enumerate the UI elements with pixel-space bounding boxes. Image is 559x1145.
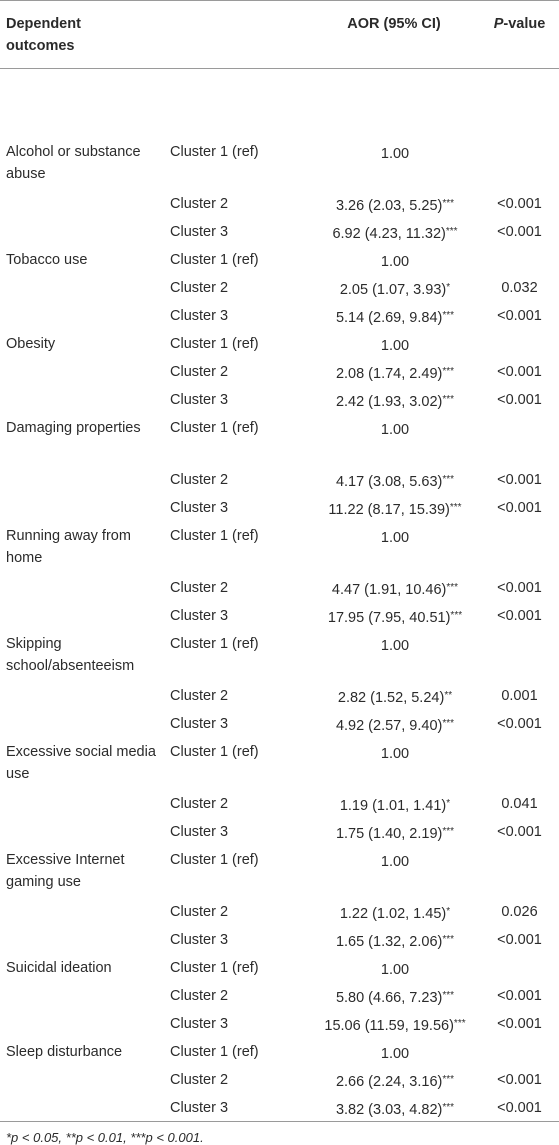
table-row — [0, 301, 559, 329]
significance-stars: *** — [442, 473, 455, 485]
table-row — [0, 681, 559, 709]
aor-cell — [290, 681, 480, 709]
table-row — [0, 1037, 559, 1065]
cluster-cell: Cluster 1 (ref) — [170, 251, 259, 268]
aor-cell — [290, 981, 480, 1009]
p-value-cell — [480, 953, 559, 981]
significance-stars: * — [446, 797, 451, 809]
significance-stars: *** — [442, 989, 455, 1001]
header-p-rest: -value — [503, 16, 546, 32]
outcome-cell: Damaging properties — [6, 419, 141, 436]
outcome-cell — [0, 189, 166, 217]
aor-value: 11.22 (8.17, 15.39) — [328, 501, 450, 518]
aor-cell — [290, 465, 480, 493]
p-value-cell: <0.001 — [497, 363, 542, 380]
aor-value: 1.22 (1.02, 1.45) — [339, 905, 447, 922]
table-row — [0, 629, 559, 681]
p-value-cell: <0.001 — [497, 1015, 542, 1032]
significance-stars: *** — [442, 825, 455, 837]
cluster-cell: Cluster 2 — [170, 687, 229, 704]
cluster-cell: Cluster 3 — [170, 823, 229, 840]
aor-value: 1.19 (1.01, 1.41) — [339, 797, 447, 814]
table-row — [0, 981, 559, 1009]
outcome-cell — [0, 1009, 166, 1037]
significance-stars: *** — [442, 933, 455, 945]
significance-stars: *** — [442, 197, 455, 209]
aor-value: 2.42 (1.93, 3.02) — [335, 393, 443, 410]
p-value-cell: <0.001 — [497, 715, 542, 732]
outcome-cell: Tobacco use — [6, 251, 88, 268]
p-value-cell — [480, 329, 559, 357]
table-row — [0, 817, 559, 845]
aor-cell — [290, 845, 480, 897]
aor-cell — [290, 413, 480, 465]
aor-value: 1.00 — [380, 637, 410, 654]
p-value-cell — [480, 521, 559, 573]
outcome-cell — [0, 301, 166, 329]
cluster-cell: Cluster 2 — [170, 279, 229, 296]
table-row — [0, 1093, 559, 1121]
cluster-cell: Cluster 3 — [170, 715, 229, 732]
p-value-cell: <0.001 — [497, 987, 542, 1004]
table-row — [0, 897, 559, 925]
table-header — [0, 1, 559, 137]
cluster-cell: Cluster 1 (ref) — [170, 635, 259, 652]
outcome-cell: Suicidal ideation — [6, 959, 112, 976]
table-row — [0, 329, 559, 357]
table-row — [0, 521, 559, 573]
aor-value: 4.17 (3.08, 5.63) — [335, 473, 443, 490]
aor-value: 15.06 (11.59, 19.56) — [324, 1017, 454, 1034]
aor-value: 5.14 (2.69, 9.84) — [335, 309, 443, 326]
aor-cell — [290, 493, 480, 521]
aor-value: 1.00 — [380, 253, 410, 270]
p-value-cell: <0.001 — [497, 1099, 542, 1116]
aor-cell — [290, 925, 480, 953]
aor-cell — [290, 329, 480, 357]
aor-cell — [290, 1037, 480, 1065]
aor-value: 6.92 (4.23, 11.32) — [332, 225, 446, 242]
table-footnote: *p < 0.05, **p < 0.01, ***p < 0.001. — [6, 1129, 204, 1145]
aor-cell — [290, 357, 480, 385]
aor-value: 3.82 (3.03, 4.82) — [335, 1101, 443, 1118]
significance-stars: *** — [449, 501, 462, 513]
aor-value: 1.75 (1.40, 2.19) — [335, 825, 443, 842]
aor-cell — [290, 301, 480, 329]
cluster-cell: Cluster 3 — [170, 1015, 229, 1032]
cluster-cell: Cluster 3 — [170, 391, 229, 408]
outcome-cell — [0, 465, 166, 493]
p-value-cell: <0.001 — [497, 307, 542, 324]
table-row — [0, 465, 559, 493]
table-row — [0, 789, 559, 817]
cluster-cell: Cluster 2 — [170, 471, 229, 488]
outcome-cell — [0, 273, 166, 301]
table-row — [0, 357, 559, 385]
p-value-cell — [480, 737, 559, 789]
aor-cell — [290, 189, 480, 217]
cluster-cell: Cluster 1 (ref) — [170, 335, 259, 352]
table-row — [0, 1009, 559, 1037]
aor-value: 1.00 — [380, 745, 410, 762]
outcome-cell — [0, 817, 166, 845]
cluster-cell: Cluster 2 — [170, 795, 229, 812]
header-outcomes-line2: outcomes — [6, 38, 75, 54]
aor-value: 2.82 (1.52, 5.24) — [337, 689, 445, 706]
aor-value: 1.00 — [380, 421, 410, 438]
p-value-cell: 0.032 — [501, 279, 538, 296]
significance-stars: *** — [453, 1017, 466, 1029]
cluster-cell: Cluster 2 — [170, 1071, 229, 1088]
aor-cell — [290, 789, 480, 817]
outcome-cell — [0, 357, 166, 385]
cluster-cell: Cluster 3 — [170, 607, 229, 624]
outcome-cell: Alcohol or substance abuse — [6, 143, 141, 182]
table-row — [0, 273, 559, 301]
outcome-cell — [0, 789, 166, 817]
aor-cell — [290, 137, 480, 189]
significance-stars: *** — [442, 1101, 455, 1113]
aor-cell — [290, 217, 480, 245]
outcome-cell: Excessive social media use — [6, 743, 156, 782]
significance-stars: *** — [442, 1073, 455, 1085]
cluster-cell: Cluster 2 — [170, 195, 229, 212]
outcome-cell: Running away from home — [6, 527, 131, 566]
significance-stars: *** — [442, 365, 455, 377]
p-value-cell: <0.001 — [497, 499, 542, 516]
outcome-cell: Excessive Internet gaming use — [6, 851, 125, 890]
aor-cell — [290, 737, 480, 789]
cluster-cell: Cluster 3 — [170, 931, 229, 948]
aor-cell — [290, 601, 480, 629]
p-value-cell: <0.001 — [497, 823, 542, 840]
significance-stars: *** — [445, 225, 458, 237]
header-aor: AOR (95% CI) — [347, 16, 441, 32]
table-row — [0, 189, 559, 217]
p-value-cell — [480, 137, 559, 189]
aor-cell — [290, 1065, 480, 1093]
outcome-cell: Sleep disturbance — [6, 1043, 123, 1060]
table-row — [0, 413, 559, 465]
significance-stars: *** — [442, 309, 455, 321]
outcome-cell — [0, 1093, 166, 1121]
significance-stars: *** — [442, 717, 455, 729]
outcome-cell — [0, 1065, 166, 1093]
aor-value: 2.05 (1.07, 3.93) — [339, 281, 447, 298]
cluster-cell: Cluster 1 (ref) — [170, 959, 259, 976]
table-row — [0, 601, 559, 629]
table-row — [0, 925, 559, 953]
header-outcomes — [0, 1, 166, 69]
aor-value: 2.66 (2.24, 3.16) — [335, 1073, 443, 1090]
outcome-cell: Skipping school/absenteeism — [6, 635, 135, 674]
outcome-cell — [0, 897, 166, 925]
aor-value: 3.26 (2.03, 5.25) — [335, 197, 443, 214]
table-row — [0, 709, 559, 737]
cluster-cell: Cluster 3 — [170, 499, 229, 516]
p-value-cell: 0.026 — [501, 903, 538, 920]
aor-value: 1.00 — [380, 961, 410, 978]
p-value-cell: <0.001 — [497, 223, 542, 240]
p-value-cell — [480, 845, 559, 897]
table-row — [0, 385, 559, 413]
outcome-cell — [0, 573, 166, 601]
cluster-cell: Cluster 3 — [170, 223, 229, 240]
cluster-cell: Cluster 3 — [170, 307, 229, 324]
p-value-cell: <0.001 — [497, 1071, 542, 1088]
aor-cell — [290, 1093, 480, 1121]
table-row — [0, 573, 559, 601]
aor-cell — [290, 1009, 480, 1037]
outcome-cell: Obesity — [6, 335, 56, 352]
p-value-cell: <0.001 — [497, 471, 542, 488]
header-p-italic: P — [493, 16, 504, 32]
aor-cell — [290, 245, 480, 273]
p-value-cell — [480, 245, 559, 273]
p-value-cell: 0.041 — [501, 795, 538, 812]
aor-value: 5.80 (4.66, 7.23) — [335, 989, 443, 1006]
aor-value: 1.00 — [380, 853, 410, 870]
cluster-cell: Cluster 2 — [170, 579, 229, 596]
aor-value: 1.00 — [380, 1045, 410, 1062]
cluster-cell: Cluster 2 — [170, 363, 229, 380]
p-value-cell: <0.001 — [497, 607, 542, 624]
outcome-cell — [0, 601, 166, 629]
outcome-cell — [0, 925, 166, 953]
aor-value: 2.08 (1.74, 2.49) — [335, 365, 443, 382]
significance-stars: * — [446, 905, 451, 917]
header-outcomes-line1: Dependent — [6, 16, 81, 32]
cluster-cell: Cluster 1 (ref) — [170, 527, 259, 544]
table-row — [0, 737, 559, 789]
aor-cell — [290, 385, 480, 413]
aor-cell — [290, 573, 480, 601]
table-row — [0, 953, 559, 981]
aor-value: 1.00 — [380, 145, 410, 162]
cluster-cell: Cluster 1 (ref) — [170, 1043, 259, 1060]
aor-value: 4.92 (2.57, 9.40) — [335, 717, 443, 734]
significance-stars: ** — [444, 689, 453, 701]
p-value-cell: <0.001 — [497, 195, 542, 212]
outcome-cell — [0, 493, 166, 521]
table-body — [0, 137, 559, 1121]
significance-stars: *** — [442, 393, 455, 405]
significance-stars: *** — [446, 581, 459, 593]
header-cluster — [166, 1, 290, 69]
p-value-cell: <0.001 — [497, 931, 542, 948]
outcome-cell — [0, 709, 166, 737]
p-value-cell: <0.001 — [497, 391, 542, 408]
table-row — [0, 845, 559, 897]
outcome-cell — [0, 385, 166, 413]
aor-value: 4.47 (1.91, 10.46) — [331, 581, 447, 598]
aor-cell — [290, 629, 480, 681]
outcome-cell — [0, 981, 166, 1009]
p-value-cell: 0.001 — [501, 687, 538, 704]
aor-cell — [290, 897, 480, 925]
cluster-cell: Cluster 1 (ref) — [170, 143, 259, 160]
outcome-cell — [0, 681, 166, 709]
table-row — [0, 493, 559, 521]
cluster-cell: Cluster 3 — [170, 1099, 229, 1116]
aor-value: 1.65 (1.32, 2.06) — [335, 933, 443, 950]
cluster-cell: Cluster 1 (ref) — [170, 851, 259, 868]
aor-cell — [290, 817, 480, 845]
aor-value: 17.95 (7.95, 40.51) — [327, 609, 451, 626]
outcome-cell — [0, 217, 166, 245]
aor-value: 1.00 — [380, 337, 410, 354]
cluster-cell: Cluster 1 (ref) — [170, 743, 259, 760]
cluster-cell: Cluster 2 — [170, 903, 229, 920]
cluster-cell: Cluster 2 — [170, 987, 229, 1004]
aor-cell — [290, 273, 480, 301]
p-value-cell — [480, 413, 559, 465]
cluster-cell: Cluster 1 (ref) — [170, 419, 259, 436]
aor-cell — [290, 521, 480, 573]
header-p-value — [480, 1, 559, 69]
table-row — [0, 217, 559, 245]
aor-value: 1.00 — [380, 529, 410, 546]
aor-cell — [290, 953, 480, 981]
p-value-cell: <0.001 — [497, 579, 542, 596]
aor-cell — [290, 709, 480, 737]
significance-stars: * — [446, 281, 451, 293]
p-value-cell — [480, 1037, 559, 1065]
significance-stars: *** — [450, 609, 463, 621]
table-bottom-rule — [0, 1121, 559, 1122]
table-row — [0, 1065, 559, 1093]
table-row — [0, 137, 559, 189]
p-value-cell — [480, 629, 559, 681]
table-row — [0, 245, 559, 273]
